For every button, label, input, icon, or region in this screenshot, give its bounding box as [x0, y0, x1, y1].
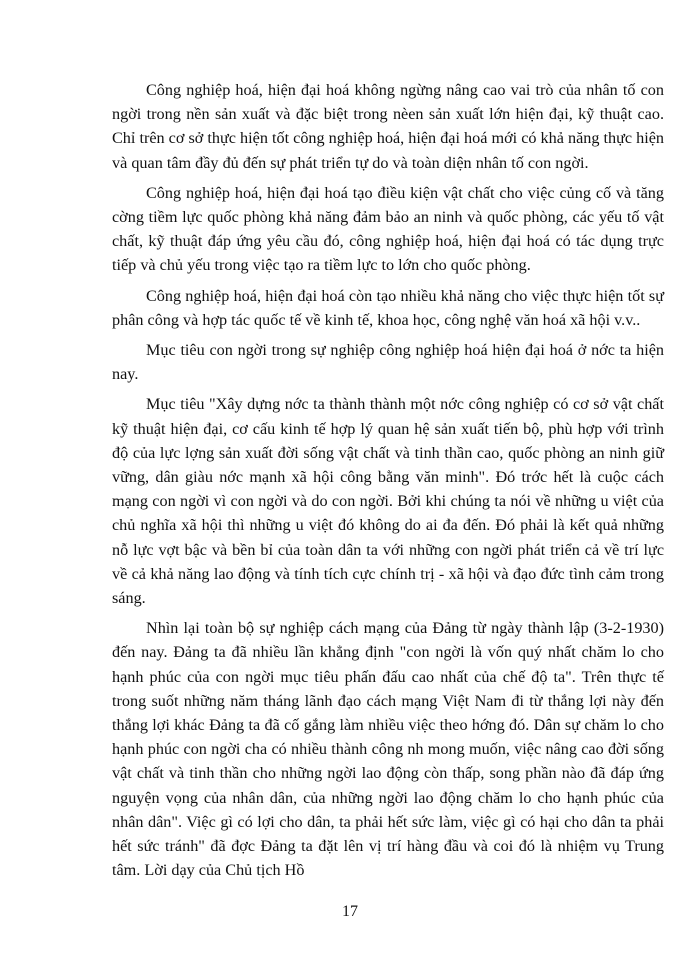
paragraph-5: Mục tiêu "Xây dựng nớc ta thành thành một nớc công nghiệp có cơ sở vật chất kỹ thuật hiện đại, cơ cấu kinh tế hợp lý quan hệ sản xuất tiến bộ, phù hợp với trình độ của lực lợng sản xuất đời sống vật chất và tinh thần cao, quốc phòng an ninh giữ vững, dân giàu nớc mạnh xã hội công bằng văn minh". Đó trớc hết là cuộc cách mạng con ngời vì con ngời và do con ngời. Bởi khi chúng ta nói về những u việt của chủ nghĩa xã hội thì những u việt đó không do ai đa đến. Đó phải là kết quả những nỗ lực vợt bậc và bền bỉ của toàn dân ta với những con ngời phát triển cả về trí lực về cả khả năng lao động và tính tích cực chính trị - xã hội và đạo đức tình cảm trong sáng.	[112, 395, 664, 608]
body-text	[112, 78, 664, 889]
paragraph-2: Công nghiệp hoá, hiện đại hoá tạo điều kiện vật chất cho việc củng cố và tăng cờng tiềm lực quốc phòng khả năng đảm bảo an ninh và quốc phòng, các yếu tố vật chất, kỹ thuật đáp ứng yêu cầu đó, công nghiệp hoá, hiện đại hoá có tác dụng trực tiếp và chủ yếu trong việc tạo ra tiềm lực to lớn cho quốc phòng.	[112, 183, 664, 275]
page-number: 17	[342, 903, 358, 920]
paragraph-1: Công nghiệp hoá, hiện đại hoá không ngừng nâng cao vai trò của nhân tố con ngời trong nền sản xuất và đặc biệt trong nèen sản xuất lớn hiện đại, kỹ thuật cao. Chỉ trên cơ sở thực hiện tốt công nghiệp hoá, hiện đại hoá mới có khả năng thực hiện và quan tâm đầy đủ đến sự phát triển tự do và toàn diện nhân tố con ngời.	[112, 81, 664, 172]
paragraph-4: Mục tiêu con ngời trong sự nghiệp công nghiệp hoá hiện đại hoá ở nớc ta hiện nay.	[112, 341, 664, 384]
paragraph-3: Công nghiệp hoá, hiện đại hoá còn tạo nhiều khả năng cho việc thực hiện tốt sự phân công và hợp tác quốc tế về kinh tế, khoa học, công nghệ văn hoá xã hội v.v..	[112, 286, 664, 329]
paragraph-6: Nhìn lại toàn bộ sự nghiệp cách mạng của Đảng từ ngày thành lập (3-2-1930) đến nay. Đảng ta đã nhiều lần khẳng định "con ngời là vốn quý nhất chăm lo cho hạnh phúc của con ngời mục tiêu phấn đấu cao nhất của chế độ ta". Trên thực tế trong suốt những năm tháng lãnh đạo cách mạng Việt Nam đi từ thắng lợi này đến thắng lợi khác Đảng ta đã cố gắng làm nhiều việc theo hớng đó. Dân sự chăm lo cho hạnh phúc con ngời cha có nhiều thành công nh mong muốn, việc nâng cao đời sống vật chất và tinh thần cho những ngời lao động còn thấp, song phần nào đã đáp ứng nguyện vọng của nhân dân, của những ngời lao động chăm lo cho hạnh phúc của nhân dân". Việc gì có lợi cho dân, ta phải hết sức làm, việc gì có hại cho dân ta phải hết sức tránh" đã đợc Đảng ta đặt lên vị trí hàng đầu và coi đó là nhiệm vụ Trung tâm. Lời dạy của Chủ tịch Hồ	[112, 619, 664, 880]
